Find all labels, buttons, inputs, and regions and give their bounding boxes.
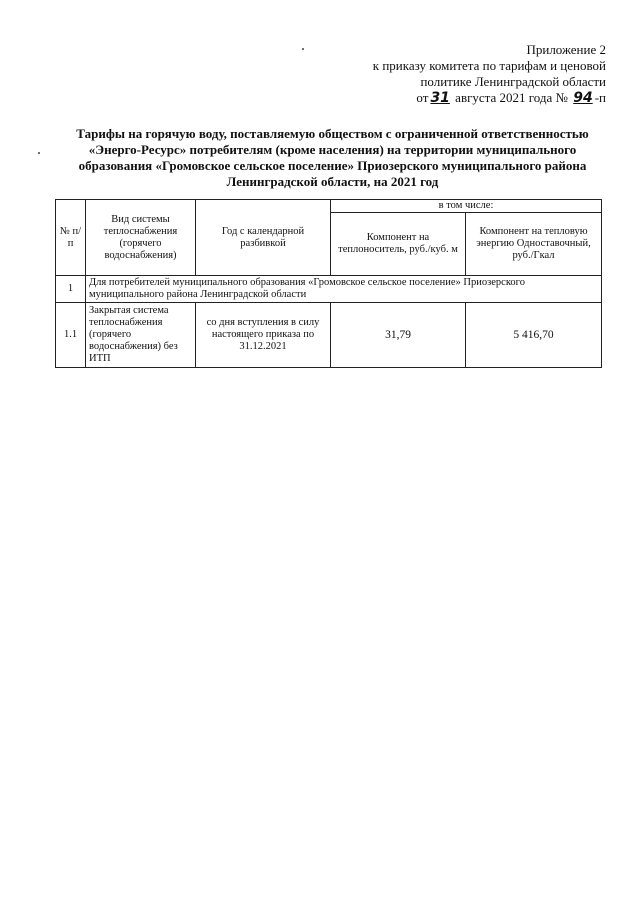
header-component-energy: Компонент на тепловую энергию Одноставочный, руб./Гкал	[466, 213, 602, 276]
scan-speck	[38, 152, 40, 154]
group-label: Для потребителей муниципального образования «Громовское сельское поселение» Приозерского муниципального района Ленинградской области	[86, 276, 602, 303]
appendix-order-ref: к приказу комитета по тарифам и ценовой	[372, 58, 606, 73]
date-suffix: -п	[594, 90, 606, 105]
tariff-table	[55, 199, 602, 368]
header-including: в том числе:	[331, 200, 602, 213]
handwritten-order-number: 94	[573, 90, 593, 106]
row-energy-value: 5 416,70	[466, 303, 602, 368]
row-system: Закрытая система теплоснабжения (горячего водоснабжения) без ИТП	[86, 303, 196, 368]
scan-speck	[302, 48, 304, 50]
appendix-date-line	[306, 90, 606, 106]
row-num: 1.1	[56, 303, 86, 368]
handwritten-day: 31	[430, 90, 450, 106]
title-line-4: Ленинградской области, на 2021 год	[226, 174, 439, 189]
header-component-carrier: Компонент на теплоноситель, руб./куб. м	[331, 213, 466, 276]
date-middle: августа 2021 года №	[455, 90, 568, 105]
group-num: 1	[56, 276, 86, 303]
header-period: Год с календарной разбивкой	[196, 200, 331, 276]
header-system: Вид системы теплоснабжения (горячего водоснабжения)	[86, 200, 196, 276]
date-prefix: от	[416, 90, 429, 105]
title-line-3: образования «Громовское сельское поселение» Приозерского муниципального района	[78, 158, 587, 173]
row-period: со дня вступления в силу настоящего приказа по 31.12.2021	[196, 303, 331, 368]
title-line-2: «Энерго-Ресурс» потребителям (кроме населения) на территории муниципального	[88, 142, 577, 157]
table-group-row	[56, 276, 602, 303]
title-line-1: Тарифы на горячую воду, поставляемую обществом с ограниченной ответственностью	[76, 126, 589, 141]
header-num: № п/п	[56, 200, 86, 276]
appendix-label: Приложение 2	[526, 42, 606, 57]
appendix-header	[306, 42, 606, 106]
document-title	[50, 126, 615, 190]
table-header-row-top	[56, 200, 602, 213]
row-carrier-value: 31,79	[331, 303, 466, 368]
table-row	[56, 303, 602, 368]
appendix-authority: политике Ленинградской области	[420, 74, 606, 89]
